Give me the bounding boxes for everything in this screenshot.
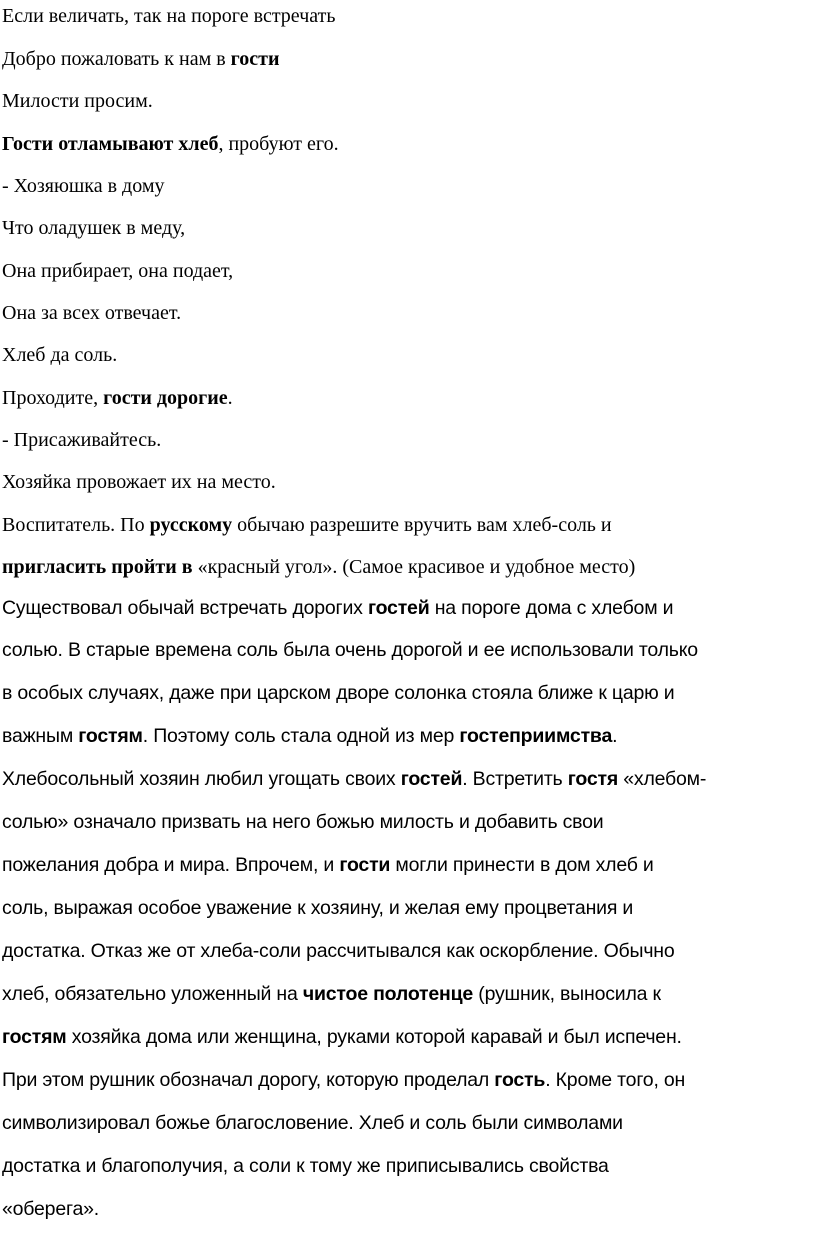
text-run: , пробуют его. [218,133,339,155]
article-line [2,727,617,747]
article-line [2,985,661,1005]
bold-text-run: чистое полотенце [302,983,474,1005]
article-line [2,1071,685,1091]
article-line [2,856,654,876]
text-run: хозяйка дома или женщина, руками которой каравай и был испечен. [66,1026,682,1048]
poem-line [2,134,339,154]
text-run: символизировал божье благословение. Хлеб и соль были символами [2,1112,623,1134]
text-run: Хлебосольный хозяин любил угощать своих [2,768,401,790]
text-run: обычаю разрешите вручить вам хлеб-соль и [232,514,612,536]
bold-text-run: гости дорогие [103,387,228,409]
text-run: Что оладушек в меду, [2,217,186,239]
poem-line [2,49,279,69]
text-run: могли принести в дом хлеб и [390,854,654,876]
poem-line [2,388,233,408]
text-run: Проходите, [2,387,104,409]
bold-text-run: пригласить пройти в [2,556,193,578]
text-run: важным [2,725,79,747]
bold-text-run: гости [230,48,280,70]
bold-text-run: гостей [367,597,430,619]
poem-line [2,515,612,535]
text-run: Если величать, так на пороге встречать [2,5,336,27]
article-line [2,1028,682,1048]
text-run: пожелания добра и мира. Впрочем, и [2,854,340,876]
text-run: При этом рушник обозначал дорогу, которую проделал [2,1069,495,1091]
poem-line [2,430,161,450]
text-run: Добро пожаловать к нам в [2,48,231,70]
bold-text-run: гостеприимства [459,725,613,747]
text-run: . Кроме того, он [545,1069,686,1091]
text-run: достатка. Отказ же от хлеба-соли рассчитывался как оскорбление. Обычно [2,940,675,962]
text-run: Воспитатель. По [2,514,150,536]
poem-line [2,176,164,196]
bold-text-run: гостям [2,1026,67,1048]
bold-text-run: гостей [400,768,463,790]
text-run: достатка и благополучия, а соли к тому же приписывались свойства [2,1155,609,1177]
text-run: «хлебом- [618,768,707,790]
text-run: «красный угол». (Самое красивое и удобное место) [192,556,636,578]
poem-line [2,303,181,323]
text-run: Хлеб да соль. [2,344,118,366]
poem-line [2,345,117,365]
bold-text-run: гостя [567,768,619,790]
article-line [2,942,675,962]
text-run: . Поэтому соль стала одной из мер [142,725,460,747]
bold-text-run: русскому [149,514,233,536]
bold-text-run: гостям [78,725,143,747]
text-run: «оберега». [2,1198,99,1220]
text-run: соль, выражая особое уважение к хозяину, и желая ему процветания и [2,897,634,919]
text-run: солью. В старые времена соль была очень дорогой и ее использовали только [2,639,698,661]
text-run: . [227,387,233,409]
poem-line [2,557,635,577]
article-line [2,684,675,704]
text-run: Милости просим. [2,90,153,112]
bold-text-run: Гости отламывают хлеб [2,133,219,155]
poem-line [2,218,185,238]
article-line [2,1200,99,1220]
poem-line [2,261,233,281]
poem-line [2,91,153,111]
text-run: Существовал обычай встречать дорогих [2,597,368,619]
text-run: Она за всех отвечает. [2,302,182,324]
article-line [2,1114,623,1134]
text-run: (рушник, выносила к [473,983,661,1005]
article-line [2,899,633,919]
bold-text-run: гости [339,854,391,876]
poem-line [2,6,335,26]
text-run: - Хозяюшка в дому [2,175,165,197]
article-line [2,641,698,661]
text-run: солью» означало призвать на него божью милость и добавить свои [2,811,604,833]
text-run: . [612,725,618,747]
bold-text-run: гость [494,1069,546,1091]
article-line [2,1157,609,1177]
text-run: Хозяйка провожает их на место. [2,471,276,493]
text-run: хлеб, обязательно уложенный на [2,983,303,1005]
text-run: в особых случаях, даже при царском дворе солонка стояла ближе к царю и [2,682,675,704]
article-line [2,599,673,619]
text-run: Она прибирает, она подает, [2,260,234,282]
text-run: . Встретить [462,768,568,790]
article-line [2,813,603,833]
poem-line [2,472,276,492]
text-run: на пороге дома с хлебом и [429,597,674,619]
text-run: - Присаживайтесь. [2,429,162,451]
article-line [2,770,706,790]
